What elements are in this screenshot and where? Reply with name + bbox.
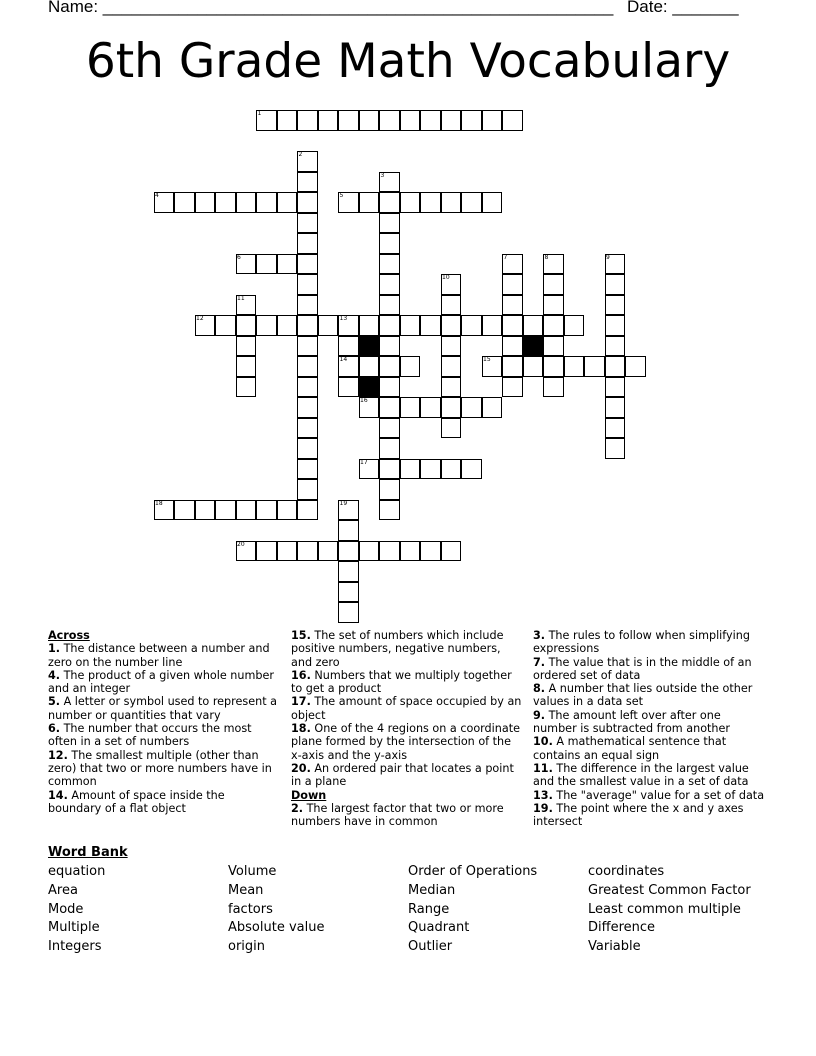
word-bank-item: Volume <box>228 864 277 879</box>
crossword-cell[interactable] <box>379 356 400 377</box>
cell-number: 11 <box>237 294 245 302</box>
crossword-cell[interactable] <box>215 500 236 521</box>
crossword-cell[interactable] <box>379 110 400 131</box>
crossword-cell[interactable] <box>297 541 318 562</box>
cell-number: 19 <box>339 499 348 507</box>
clue-number: 15. <box>291 629 311 642</box>
crossword-cell[interactable] <box>297 397 318 418</box>
crossword-cell[interactable] <box>420 192 441 213</box>
crossword-cell[interactable] <box>441 315 462 336</box>
word-bank-item: Range <box>408 901 450 917</box>
down-clue <box>533 762 765 789</box>
crossword-cell[interactable] <box>256 192 277 213</box>
crossword-cell[interactable] <box>400 192 421 213</box>
page-title: 6th Grade Math Vocabulary <box>85 34 731 89</box>
crossword-black-cell <box>523 336 544 357</box>
crossword-cell[interactable] <box>502 356 523 377</box>
across-clue <box>48 642 280 669</box>
clue-text: A letter or symbol used to represent a number or quantities that vary <box>48 695 277 722</box>
crossword-cell[interactable] <box>605 336 626 357</box>
clue-number: 5. <box>48 695 61 709</box>
crossword-cell[interactable] <box>215 315 236 336</box>
down-heading: Down <box>291 788 327 802</box>
crossword-cell[interactable] <box>379 213 400 234</box>
crossword-cell[interactable] <box>359 192 380 213</box>
crossword-cell[interactable] <box>318 315 339 336</box>
crossword-cell[interactable] <box>379 459 400 480</box>
crossword-cell[interactable] <box>379 315 400 336</box>
crossword-cell[interactable] <box>502 336 523 357</box>
crossword-cell[interactable] <box>441 377 462 398</box>
crossword-cell[interactable] <box>297 377 318 398</box>
crossword-cell[interactable] <box>605 274 626 295</box>
crossword-cell[interactable] <box>277 254 298 275</box>
crossword-cell[interactable] <box>605 295 626 316</box>
crossword-cell[interactable] <box>441 418 462 439</box>
crossword-cell[interactable] <box>338 541 359 562</box>
cell-number: 3 <box>380 171 385 179</box>
cell-number: 13 <box>339 315 348 322</box>
crossword-cell[interactable] <box>359 541 380 562</box>
clue-number: 14. <box>48 788 68 802</box>
word-bank-item: Variable <box>588 939 641 955</box>
crossword-cell[interactable] <box>543 356 564 377</box>
crossword-cell[interactable] <box>379 479 400 500</box>
clue-text: The amount of space occupied by an object <box>291 695 522 722</box>
crossword-cell[interactable] <box>605 356 626 377</box>
crossword-cell[interactable] <box>297 213 318 234</box>
crossword-cell[interactable] <box>236 336 257 357</box>
crossword-cell[interactable] <box>482 397 503 418</box>
clue-column-3 <box>533 629 765 828</box>
crossword-cell[interactable] <box>502 295 523 316</box>
crossword-cell[interactable] <box>441 541 462 562</box>
cell-number: 8 <box>544 253 549 261</box>
cell-number: 4 <box>155 192 159 199</box>
crossword-cell[interactable] <box>564 356 585 377</box>
crossword-cell[interactable] <box>461 397 482 418</box>
across-clue <box>291 629 523 669</box>
across-clue <box>48 695 280 722</box>
crossword-cell[interactable] <box>420 541 441 562</box>
crossword-cell[interactable] <box>215 192 236 213</box>
crossword-cell[interactable] <box>543 315 564 336</box>
crossword-cell[interactable] <box>523 315 544 336</box>
clue-text: The set of numbers which include positive numbers, negative numbers, and zero <box>291 629 504 669</box>
cell-number: 12 <box>196 315 204 322</box>
word-bank-heading: Word Bank <box>48 845 128 860</box>
clue-text: The number that occurs the most often in a set of numbers <box>48 722 252 749</box>
crossword-cell[interactable] <box>379 192 400 213</box>
cell-number: 17 <box>360 458 368 466</box>
crossword-cell[interactable] <box>359 110 380 131</box>
word-bank-item: Mean <box>228 882 264 898</box>
crossword-cell[interactable] <box>400 397 421 418</box>
clue-text: The distance between a number and zero on the number line <box>48 642 270 669</box>
crossword-cell[interactable] <box>441 459 462 480</box>
word-bank-item: Order of Operations <box>408 864 538 879</box>
crossword-cell[interactable] <box>338 520 359 541</box>
crossword-cell[interactable] <box>441 336 462 357</box>
word-bank-column <box>228 863 324 957</box>
crossword-cell[interactable] <box>379 500 400 521</box>
crossword-cell[interactable] <box>338 582 359 603</box>
crossword-cell[interactable] <box>338 110 359 131</box>
crossword-cell[interactable] <box>297 192 318 213</box>
clue-text: The smallest multiple (other than zero) that two or more numbers have in common <box>48 748 272 789</box>
down-clue <box>533 656 765 683</box>
crossword-cell[interactable] <box>605 315 626 336</box>
across-clue <box>48 749 280 789</box>
clue-text: The amount left over after one number is subtracted from another <box>533 708 730 736</box>
down-clue <box>533 735 765 762</box>
crossword-cell[interactable] <box>236 500 257 521</box>
crossword-cell[interactable] <box>379 397 400 418</box>
cell-number: 10 <box>442 274 450 281</box>
clue-text: Numbers that we multiply together to get a product <box>291 668 512 696</box>
down-clue <box>533 682 765 709</box>
crossword-cell[interactable] <box>441 356 462 377</box>
crossword-cell[interactable] <box>256 254 277 275</box>
crossword-cell[interactable] <box>502 110 523 131</box>
clue-text: One of the 4 regions on a coordinate plane formed by the intersection of the x-axis and the y-axis <box>291 722 520 762</box>
clue-number: 16. <box>291 668 311 682</box>
crossword-cell[interactable] <box>297 315 318 336</box>
crossword-cell[interactable] <box>605 438 626 459</box>
clue-number: 2. <box>291 801 304 815</box>
word-bank-item: Median <box>408 882 456 898</box>
word-bank-item: Absolute value <box>228 920 325 936</box>
crossword-cell[interactable] <box>297 479 318 500</box>
clue-column-2 <box>291 629 523 828</box>
clue-text: The product of a given whole number and an integer <box>48 668 274 696</box>
crossword-cell[interactable] <box>338 336 359 357</box>
date-field[interactable]: Date: _______ <box>627 0 739 16</box>
crossword-cell[interactable] <box>379 541 400 562</box>
crossword-cell[interactable] <box>461 459 482 480</box>
crossword-cell[interactable] <box>297 233 318 254</box>
crossword-cell[interactable] <box>277 110 298 131</box>
crossword-cell[interactable] <box>441 295 462 316</box>
crossword-cell[interactable] <box>543 295 564 316</box>
word-bank-item: factors <box>228 901 273 917</box>
crossword-cell[interactable] <box>174 192 195 213</box>
crossword-cell[interactable] <box>502 377 523 398</box>
crossword-cell[interactable] <box>400 110 421 131</box>
crossword-cell[interactable] <box>625 356 646 377</box>
clue-text: An ordered pair that locates a point in a plane <box>291 761 514 789</box>
clue-number: 17. <box>291 695 311 709</box>
name-field[interactable]: Name: ______________________________________________________ <box>48 0 614 16</box>
cell-number: 1 <box>257 110 262 117</box>
across-clue <box>291 669 523 696</box>
clue-text: The "average" value for a set of data <box>552 788 765 802</box>
crossword-black-cell <box>359 377 380 398</box>
clue-column-1 <box>48 629 280 815</box>
crossword-cell[interactable] <box>297 254 318 275</box>
crossword-cell[interactable] <box>379 295 400 316</box>
crossword-cell[interactable] <box>605 418 626 439</box>
clue-number: 8. <box>533 682 546 696</box>
crossword-cell[interactable] <box>256 315 277 336</box>
crossword-cell[interactable] <box>359 315 380 336</box>
word-bank-column <box>588 863 751 957</box>
crossword-cell[interactable] <box>256 500 277 521</box>
crossword-cell[interactable] <box>379 418 400 439</box>
crossword-cell[interactable] <box>379 336 400 357</box>
crossword-cell[interactable] <box>297 295 318 316</box>
crossword-cell[interactable] <box>379 377 400 398</box>
cell-number: 20 <box>237 540 245 548</box>
crossword-cell[interactable] <box>297 356 318 377</box>
crossword-cell[interactable] <box>543 377 564 398</box>
clue-text: The difference in the largest value and the smallest value in a set of data <box>533 761 749 789</box>
word-bank-item: origin <box>228 939 266 955</box>
clue-text: The rules to follow when simplifying expressions <box>533 629 750 656</box>
crossword-cell[interactable] <box>400 356 421 377</box>
crossword-cell[interactable] <box>195 500 216 521</box>
word-bank-item: equation <box>48 864 106 879</box>
crossword-cell[interactable] <box>543 336 564 357</box>
crossword-cell[interactable] <box>461 192 482 213</box>
clue-number: 10. <box>533 735 553 749</box>
crossword-cell[interactable] <box>441 192 462 213</box>
clue-text: The largest factor that two or more numbers have in common <box>291 801 504 829</box>
clue-number: 9. <box>533 708 546 722</box>
cell-number: 18 <box>155 499 163 507</box>
word-bank-column <box>408 863 537 957</box>
across-heading: Across <box>48 629 90 642</box>
crossword-cell[interactable] <box>461 315 482 336</box>
clue-number: 18. <box>291 722 311 736</box>
crossword-cell[interactable] <box>297 459 318 480</box>
crossword-cell[interactable] <box>359 356 380 377</box>
word-bank-item: Quadrant <box>408 920 470 936</box>
crossword-cell[interactable] <box>605 397 626 418</box>
crossword-cell[interactable] <box>420 459 441 480</box>
crossword-cell[interactable] <box>482 110 503 131</box>
crossword-cell[interactable] <box>256 541 277 562</box>
crossword-cell[interactable] <box>543 274 564 295</box>
down-clue <box>533 789 765 802</box>
cell-number: 9 <box>606 253 610 261</box>
clue-text: A number that lies outside the other values in a data set <box>533 682 753 709</box>
across-clue <box>48 722 280 749</box>
crossword-cell[interactable] <box>420 110 441 131</box>
cell-number: 14 <box>339 356 348 363</box>
crossword-cell[interactable] <box>379 233 400 254</box>
across-clue <box>291 695 523 722</box>
word-bank-item: Difference <box>588 920 656 936</box>
crossword-cell[interactable] <box>318 110 339 131</box>
clue-number: 20. <box>291 761 311 775</box>
crossword-cell[interactable] <box>277 192 298 213</box>
crossword-cell[interactable] <box>236 192 257 213</box>
down-clue <box>291 802 523 829</box>
word-bank-item: Mode <box>48 901 84 917</box>
clue-number: 4. <box>48 668 61 682</box>
word-bank-item: Outlier <box>408 939 453 955</box>
clue-number: 1. <box>48 642 61 656</box>
word-bank-item: Least common multiple <box>588 901 741 917</box>
crossword-cell[interactable] <box>502 315 523 336</box>
crossword-cell[interactable] <box>236 315 257 336</box>
crossword-cell[interactable] <box>297 438 318 459</box>
clue-number: 11. <box>533 761 553 775</box>
crossword-cell[interactable] <box>338 377 359 398</box>
cell-number: 6 <box>237 253 241 261</box>
crossword-cell[interactable] <box>420 397 441 418</box>
across-clue <box>48 669 280 696</box>
clue-number: 3. <box>533 629 546 642</box>
crossword-cell[interactable] <box>400 459 421 480</box>
crossword-black-cell <box>359 336 380 357</box>
crossword-cell[interactable] <box>297 418 318 439</box>
crossword-cell[interactable] <box>174 500 195 521</box>
down-clue <box>533 709 765 736</box>
clue-number: 12. <box>48 748 68 762</box>
clue-text: The point where the x and y axes intersect <box>533 801 744 829</box>
crossword-cell[interactable] <box>318 541 339 562</box>
clue-number: 19. <box>533 801 553 815</box>
crossword-cell[interactable] <box>420 315 441 336</box>
crossword-cell[interactable] <box>379 254 400 275</box>
crossword-cell[interactable] <box>400 315 421 336</box>
crossword-cell[interactable] <box>441 110 462 131</box>
crossword-cell[interactable] <box>379 438 400 459</box>
down-clue <box>533 802 765 829</box>
crossword-cell[interactable] <box>297 172 318 193</box>
across-clue <box>48 789 280 816</box>
clue-text: The value that is in the middle of an ordered set of data <box>533 655 752 682</box>
cell-number: 2 <box>298 151 303 158</box>
crossword-cell[interactable] <box>297 274 318 295</box>
crossword-cell[interactable] <box>277 500 298 521</box>
crossword-cell[interactable] <box>236 356 257 377</box>
crossword-cell[interactable] <box>400 541 421 562</box>
word-bank-item: coordinates <box>588 864 665 879</box>
crossword-cell[interactable] <box>277 315 298 336</box>
clue-number: 7. <box>533 655 546 669</box>
crossword-cell[interactable] <box>236 377 257 398</box>
crossword-cell[interactable] <box>297 110 318 131</box>
clue-number: 13. <box>533 788 553 802</box>
word-bank-item: Integers <box>48 939 102 955</box>
clue-text: A mathematical sentence that contains an equal sign <box>533 735 727 762</box>
clue-text: Amount of space inside the boundary of a flat object <box>48 788 225 815</box>
word-bank-item: Multiple <box>48 920 100 936</box>
crossword-cell[interactable] <box>338 602 359 623</box>
crossword-cell[interactable] <box>338 561 359 582</box>
across-clue <box>291 762 523 789</box>
crossword-cell[interactable] <box>605 377 626 398</box>
crossword-cell[interactable] <box>441 397 462 418</box>
cell-number: 15 <box>483 356 491 363</box>
crossword-cell[interactable] <box>379 274 400 295</box>
crossword-cell[interactable] <box>584 356 605 377</box>
crossword-cell[interactable] <box>297 500 318 521</box>
down-clue <box>533 629 765 656</box>
word-bank-column <box>48 863 105 957</box>
crossword-cell[interactable] <box>502 274 523 295</box>
crossword-cell[interactable] <box>564 315 585 336</box>
crossword-cell[interactable] <box>277 541 298 562</box>
crossword-cell[interactable] <box>523 356 544 377</box>
crossword-cell[interactable] <box>482 315 503 336</box>
crossword-cell[interactable] <box>482 192 503 213</box>
clue-number: 6. <box>48 722 61 736</box>
crossword-cell[interactable] <box>297 336 318 357</box>
across-clue <box>291 722 523 762</box>
cell-number: 16 <box>360 397 368 404</box>
crossword-cell[interactable] <box>461 110 482 131</box>
cell-number: 5 <box>339 192 344 199</box>
word-bank-item: Area <box>48 882 78 898</box>
word-bank-item: Greatest Common Factor <box>588 882 751 898</box>
crossword-cell[interactable] <box>195 192 216 213</box>
cell-number: 7 <box>503 253 508 261</box>
